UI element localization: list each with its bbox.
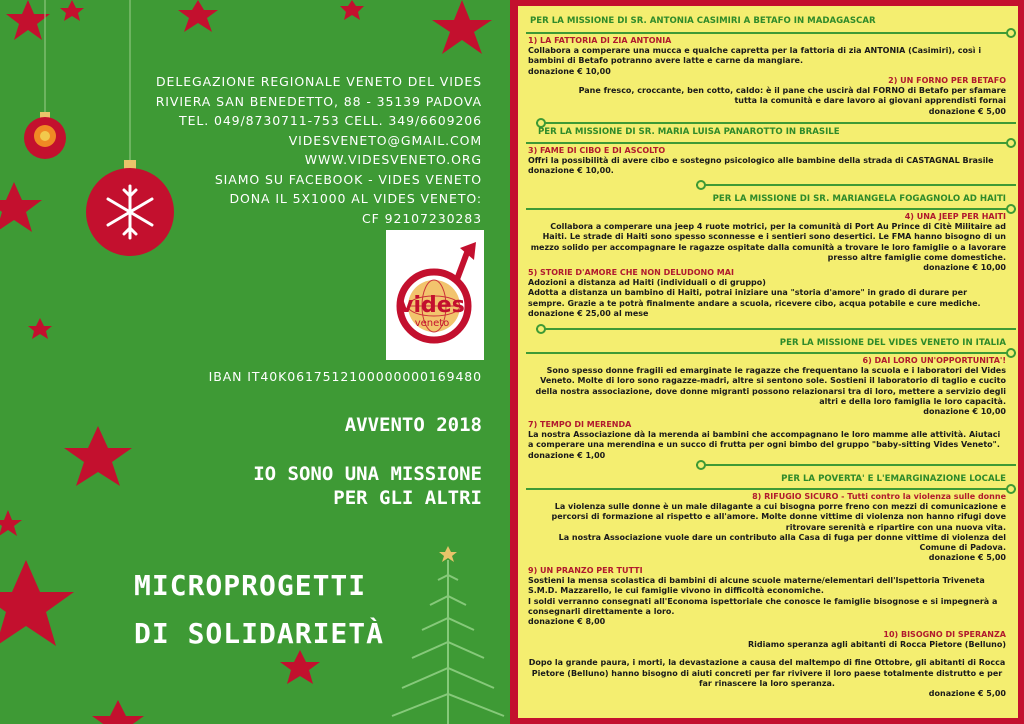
project-description: Offri la possibilità di avere cibo e sostegno psicologico alle bambine della strada di CASTAGNAL Brasile <box>528 156 994 166</box>
section-heading: PER LA MISSIONE DEL VIDES VENETO IN ITALIA <box>779 338 1006 348</box>
star-icon <box>64 426 132 486</box>
motto <box>182 462 482 510</box>
contact-line: TEL. 049/8730711-753 CELL. 349/6609206 <box>179 113 482 128</box>
contact-line: DONA IL 5X1000 AL VIDES VENETO: <box>229 191 482 206</box>
separator <box>526 32 1016 34</box>
star-icon <box>178 0 218 32</box>
project-description: La violenza sulle donne è un male dilagante a cui bisogna porre freno con mezzi di comunicazione e percorsi di formazione al rispetto e all'amore. Molte donne vittime di violenza non hanno rifugi dove ritrovare serenità e ripartire con una nuova vita. <box>551 502 1006 532</box>
project-title: 1) LA FATTORIA DI ZIA ANTONIA <box>528 36 672 45</box>
contact-website[interactable]: WWW.VIDESVENETO.ORG <box>304 152 482 167</box>
star-icon <box>0 510 22 536</box>
project-description: Collabora a comperare una mucca e qualche capretta per la fattoria di zia ANTONIA (Casimiri), così i bambini di Betafo potranno avere latte e carne da mangiare. <box>528 46 982 66</box>
project-title: 2) UN FORNO PER BETAFO <box>888 76 1006 85</box>
project-title: 6) DAI LORO UN'OPPORTUNITA'! <box>862 356 1006 365</box>
project-title: 3) FAME DI CIBO E DI ASCOLTO <box>528 146 666 155</box>
main-heading <box>134 562 384 658</box>
star-icon <box>6 0 50 40</box>
project-donation: donazione € 10,00. <box>528 166 614 176</box>
star-icon <box>0 560 74 646</box>
separator <box>526 142 1016 144</box>
section-heading: PER LA POVERTA' E L'EMARGINAZIONE LOCALE <box>781 474 1006 484</box>
project-donation: donazione € 10,00 <box>923 407 1006 417</box>
star-icon <box>0 182 42 232</box>
motto-line-1: IO SONO UNA MISSIONE <box>253 463 482 485</box>
project-item <box>578 76 1006 117</box>
ornament-icon <box>24 112 66 159</box>
project-description: La nostra Associazione dà la merenda ai bambini che accompagnano le loro mamme alle attività. Aiutaci a comperare una merendina e un succo di frutta per ogni bimbo del gruppo "baby-sitting Vides Veneto". <box>528 430 1001 450</box>
project-description: Adotta a distanza un bambino di Haiti, potrai iniziare una "storia d'amore" in grado di durare per sempre. Grazie a te potrà finalmente andare a scuola, ricevere cibo, acqua potabile e cure mediche. <box>528 288 981 308</box>
project-description: I soldi verranno consegnati all'Economa ispettoriale che conosce le famiglie bisognose e si impegnerà a consegnarli direttamente a loro. <box>528 596 998 616</box>
christmas-tree-icon <box>392 546 504 724</box>
projects-panel <box>518 6 1018 718</box>
project-title: 7) TEMPO DI MERENDA <box>528 420 632 429</box>
project-description: La nostra Associazione vuole dare un contributo alla Casa di fuga per donne vittime di violenza del Comune di Padova. <box>558 532 1006 553</box>
project-donation: donazione € 1,00 <box>528 450 606 460</box>
star-icon <box>340 0 364 20</box>
main-heading-line-1: MICROPROGETTI <box>134 569 367 602</box>
left-panel <box>0 0 510 724</box>
separator <box>526 488 1016 490</box>
project-title: 4) UNA JEEP PER HAITI <box>904 212 1006 221</box>
star-icon <box>60 0 84 21</box>
project-title: 5) STORIE D'AMORE CHE NON DELUDONO MAI <box>528 268 734 277</box>
contact-info <box>122 72 482 228</box>
project-item <box>528 146 998 177</box>
svg-text:vides: vides <box>399 293 465 318</box>
main-heading-line-2: DI SOLIDARIETÀ <box>134 617 385 650</box>
project-description: Collabora a comperare una jeep 4 ruote motrici, per la comunità di Port Au Prince di Citè Militaire ad Haiti. Le strade di Haiti sono spesso sconnesse e i sentieri sono desertici. Le FMA hanno bisogno di un mezzo solido per accompagnare le ragazze ospitate dalla comunità a trovare le loro famiglie o a lavorare presso altre famiglie come domestiche. <box>530 222 1006 262</box>
project-item <box>528 212 1006 273</box>
project-donation: donazione € 25,00 al mese <box>528 308 649 318</box>
project-item <box>528 492 1006 563</box>
project-description: Sono spesso donne fragili ed emarginate le ragazze che frequentano la scuola e i laboratori del Vides Veneto. Molte di loro sono ragazze-madri, altre si sentono sole. Sostieni il laboratorio di taglio e cucito della nostra associazione, dove donne migranti possono relazionarsi tra di loro, mettere a servizio degli altri e della loro famiglia le loro capacità. <box>535 366 1006 406</box>
project-item <box>528 268 998 319</box>
contact-line: CF 92107230283 <box>362 210 482 226</box>
star-icon <box>28 318 52 339</box>
separator <box>526 208 1016 210</box>
motto-line-2: PER GLI ALTRI <box>333 487 482 509</box>
project-title: 8) RIFUGIO SICURO - Tutti contro la violenza sulle donne <box>752 492 1006 501</box>
section-heading: PER LA MISSIONE DI SR. ANTONIA CASIMIRI A BETAFO IN MADAGASCAR <box>530 16 876 26</box>
project-description: Dopo la grande paura, i morti, la devastazione a causa del maltempo di fine Ottobre, gli abitanti di Rocca Pietore (Belluno) hanno bisogno di aiuti concreti per far rivivere il loro paese totalmente distrutto e per far rinascere la loro speranza. <box>528 658 1006 688</box>
project-item <box>528 356 1006 417</box>
contact-line: RIVIERA SAN BENEDETTO, 88 - 35139 PADOVA <box>155 93 482 109</box>
separator <box>696 464 1016 466</box>
separator <box>696 184 1016 186</box>
project-description: Sostieni la mensa scolastica di bambini di alcune scuole materne/elementari dell'Ispettoria Triveneta S.M.D. Mazzarello, le cui famiglie vivono in difficoltà economiche. <box>528 576 985 596</box>
project-donation: donazione € 8,00 <box>528 617 606 627</box>
separator <box>526 352 1016 354</box>
project-title: 9) UN PRANZO PER TUTTI <box>528 566 643 575</box>
star-icon <box>432 0 492 54</box>
section-heading: PER LA MISSIONE DI SR. MARIANGELA FOGAGNOLO AD HAITI <box>712 194 1006 204</box>
separator <box>536 328 1016 330</box>
section-heading: PER LA MISSIONE DI SR. MARIA LUISA PANAROTTO IN BRASILE <box>538 127 840 137</box>
project-donation: donazione € 5,00 <box>928 689 1006 699</box>
separator <box>536 122 1016 124</box>
project-subtitle: Ridiamo speranza agli abitanti di Rocca Pietore (Belluno) <box>747 640 1006 650</box>
contact-email[interactable]: VIDESVENETO@GMAIL.COM <box>288 132 482 148</box>
project-description: Pane fresco, croccante, ben cotto, caldo: è il pane che uscirà dal FORNO di Betafo per sfamare tutta la comunità e dare lavoro ai giovani apprendisti fornai <box>578 86 1006 106</box>
iban: IBAN IT40K0617512100000000169480 <box>208 369 482 384</box>
project-title: 10) BISOGNO DI SPERANZA <box>883 630 1006 639</box>
vides-logo-icon <box>386 230 484 360</box>
svg-text:veneto: veneto <box>414 318 450 329</box>
project-item <box>528 630 1006 699</box>
contact-line: SIAMO SU FACEBOOK - VIDES VENETO <box>214 171 482 187</box>
project-item <box>528 420 1006 461</box>
vides-logo <box>386 230 484 360</box>
project-subtitle: Adozioni a distanza ad Haiti (individuali o di gruppo) <box>528 278 766 288</box>
project-donation: donazione € 5,00 <box>928 553 1006 563</box>
right-panel <box>510 0 1024 724</box>
contact-line: DELEGAZIONE REGIONALE VENETO DEL VIDES <box>156 74 482 89</box>
event-title: AVVENTO 2018 <box>344 414 482 436</box>
project-donation: donazione € 10,00 <box>923 263 1006 273</box>
project-item <box>528 566 998 627</box>
star-icon <box>92 700 144 724</box>
project-donation: donazione € 5,00 <box>928 106 1006 116</box>
project-donation: donazione € 10,00 <box>528 66 611 76</box>
project-item <box>528 36 998 77</box>
